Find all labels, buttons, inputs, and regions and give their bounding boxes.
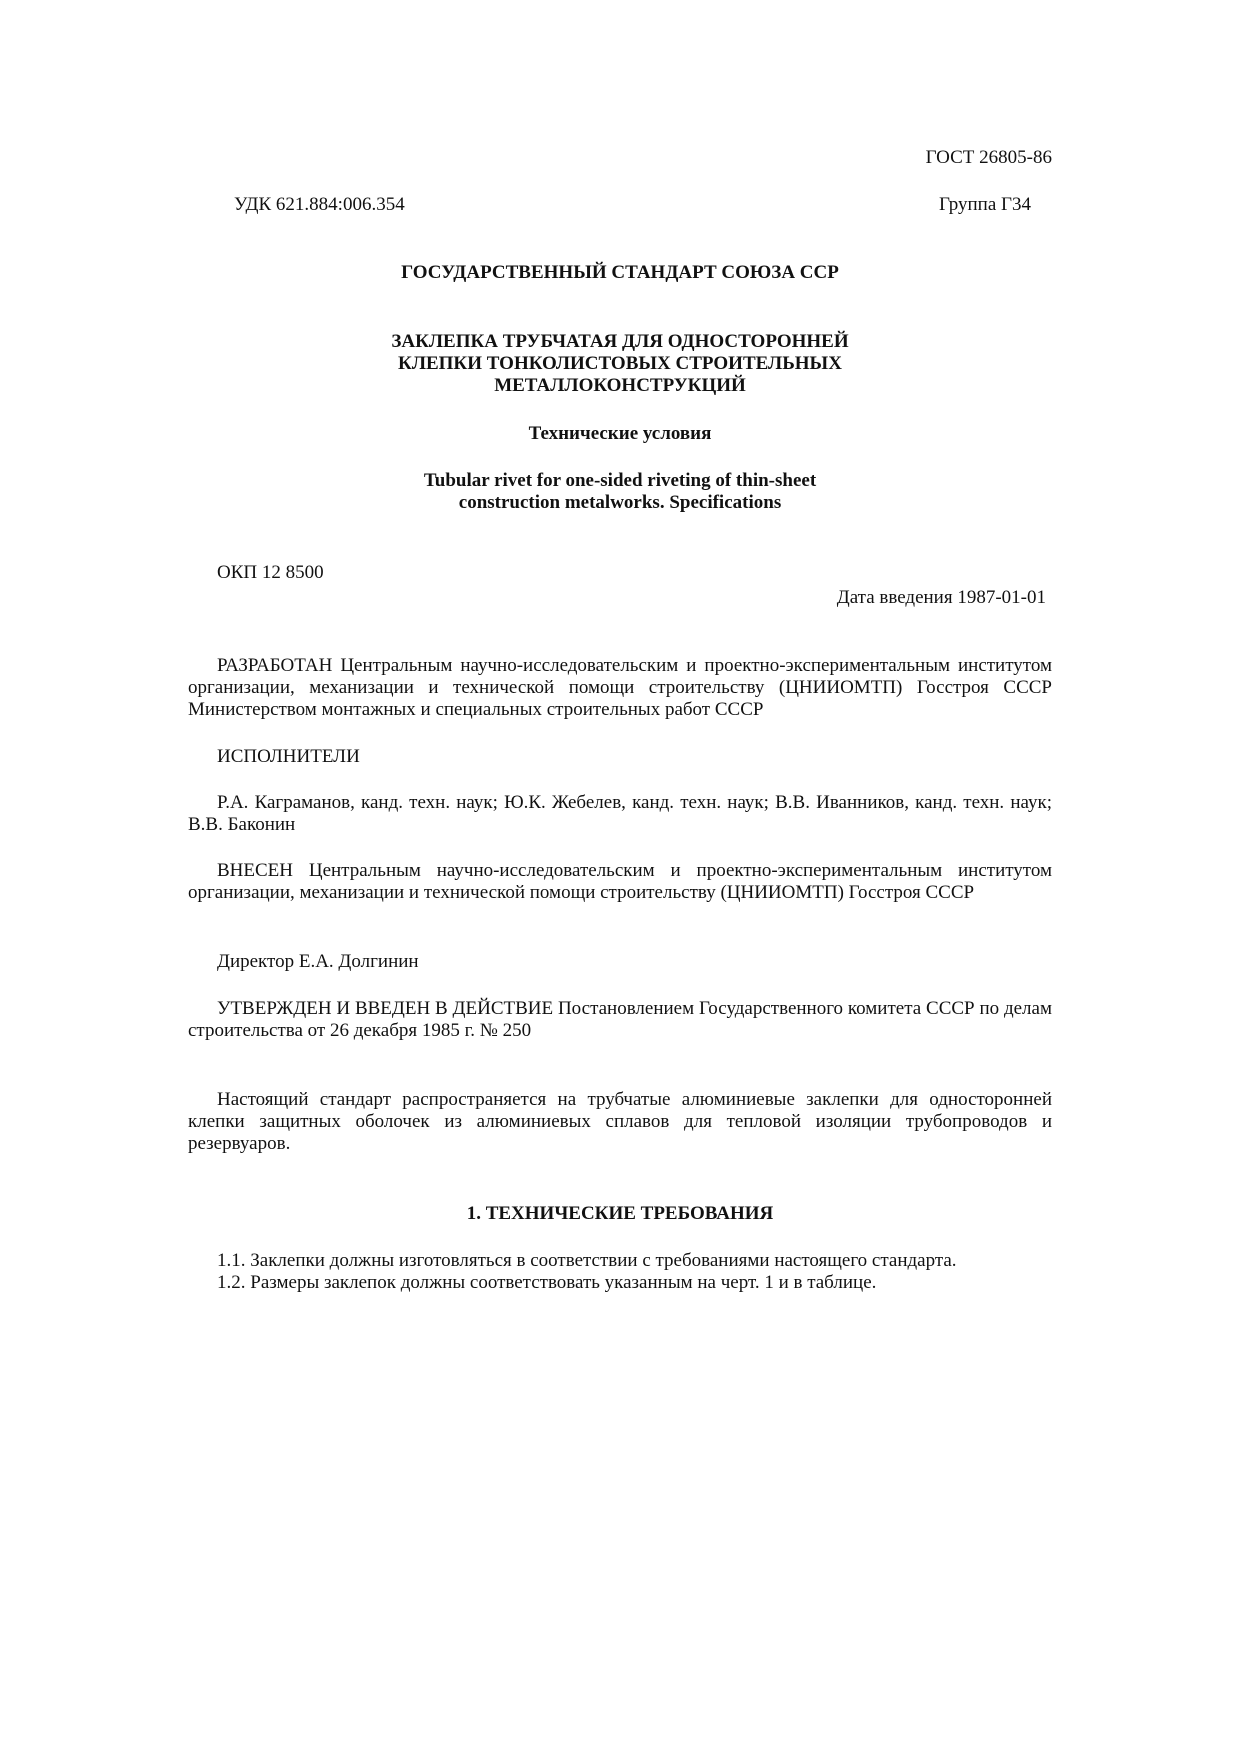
main-title-line: МЕТАЛЛОКОНСТРУКЦИЙ: [494, 375, 746, 396]
developed-paragraph: [188, 655, 1052, 721]
intro-date: Дата введения 1987-01-01: [836, 587, 1046, 608]
approved-paragraph: [188, 998, 1052, 1042]
gost-number: ГОСТ 26805-86: [925, 147, 1052, 168]
scope-paragraph: [188, 1089, 1052, 1155]
section-item: 1.2. Размеры заклепок должны соответствовать указанным на черт. 1 и в таблице.: [217, 1272, 877, 1293]
submitted-text: ВНЕСЕН Центральным научно-исследовательским и проектно-экспериментальным институтом организации, механизации и технической помощи строительству (ЦНИИОМТП) Госстроя СССР: [188, 860, 1052, 903]
scope-text: Настоящий стандарт распространяется на трубчатые алюминиевые заклепки для односторонней клепки защитных оболочек из алюминиевых сплавов для тепловой изоляции трубопроводов и резервуаров.: [188, 1089, 1052, 1154]
standard-title: ГОСУДАРСТВЕННЫЙ СТАНДАРТ СОЮЗА ССР: [401, 262, 839, 283]
english-title: [188, 470, 1052, 514]
english-title-line: construction metalworks. Specifications: [458, 492, 782, 513]
developed-text: РАЗРАБОТАН Центральным научно-исследовательским и проектно-экспериментальным институтом организации, механизации и технической помощи строительству (ЦНИИОМТП) Госстроя СССР Министерством монтажных и специальных строительных работ СССР: [188, 655, 1052, 720]
section-item: 1.1. Заклепки должны изготовляться в соответствии с требованиями настоящего стандарта.: [217, 1250, 957, 1271]
executors-text: Р.А. Каграманов, канд. техн. наук; Ю.К. Жебелев, канд. техн. наук; В.В. Иванников, канд. техн. наук; В.В. Баконин: [188, 792, 1052, 835]
submitted-paragraph: [188, 860, 1052, 904]
main-title: [188, 331, 1052, 397]
okp-code: ОКП 12 8500: [217, 562, 324, 583]
english-title-line: Tubular rivet for one-sided riveting of thin-sheet: [423, 470, 817, 491]
approved-text: УТВЕРЖДЕН И ВВЕДЕН В ДЕЙСТВИЕ Постановлением Государственного комитета СССР по делам строительства от 26 декабря 1985 г. № 250: [188, 998, 1052, 1041]
udk-code: УДК 621.884:006.354: [234, 194, 405, 215]
group-code: Группа Г34: [938, 194, 1031, 215]
main-title-line: ЗАКЛЕПКА ТРУБЧАТАЯ ДЛЯ ОДНОСТОРОННЕЙ: [391, 331, 849, 352]
section-heading: 1. ТЕХНИЧЕСКИЕ ТРЕБОВАНИЯ: [466, 1203, 774, 1224]
executors-label: ИСПОЛНИТЕЛИ: [217, 746, 360, 767]
main-title-line: КЛЕПКИ ТОНКОЛИСТОВЫХ СТРОИТЕЛЬНЫХ: [398, 353, 842, 374]
subtitle: Технические условия: [528, 423, 712, 444]
executors-paragraph: [188, 792, 1052, 836]
director-line: Директор Е.А. Долгинин: [217, 951, 419, 972]
